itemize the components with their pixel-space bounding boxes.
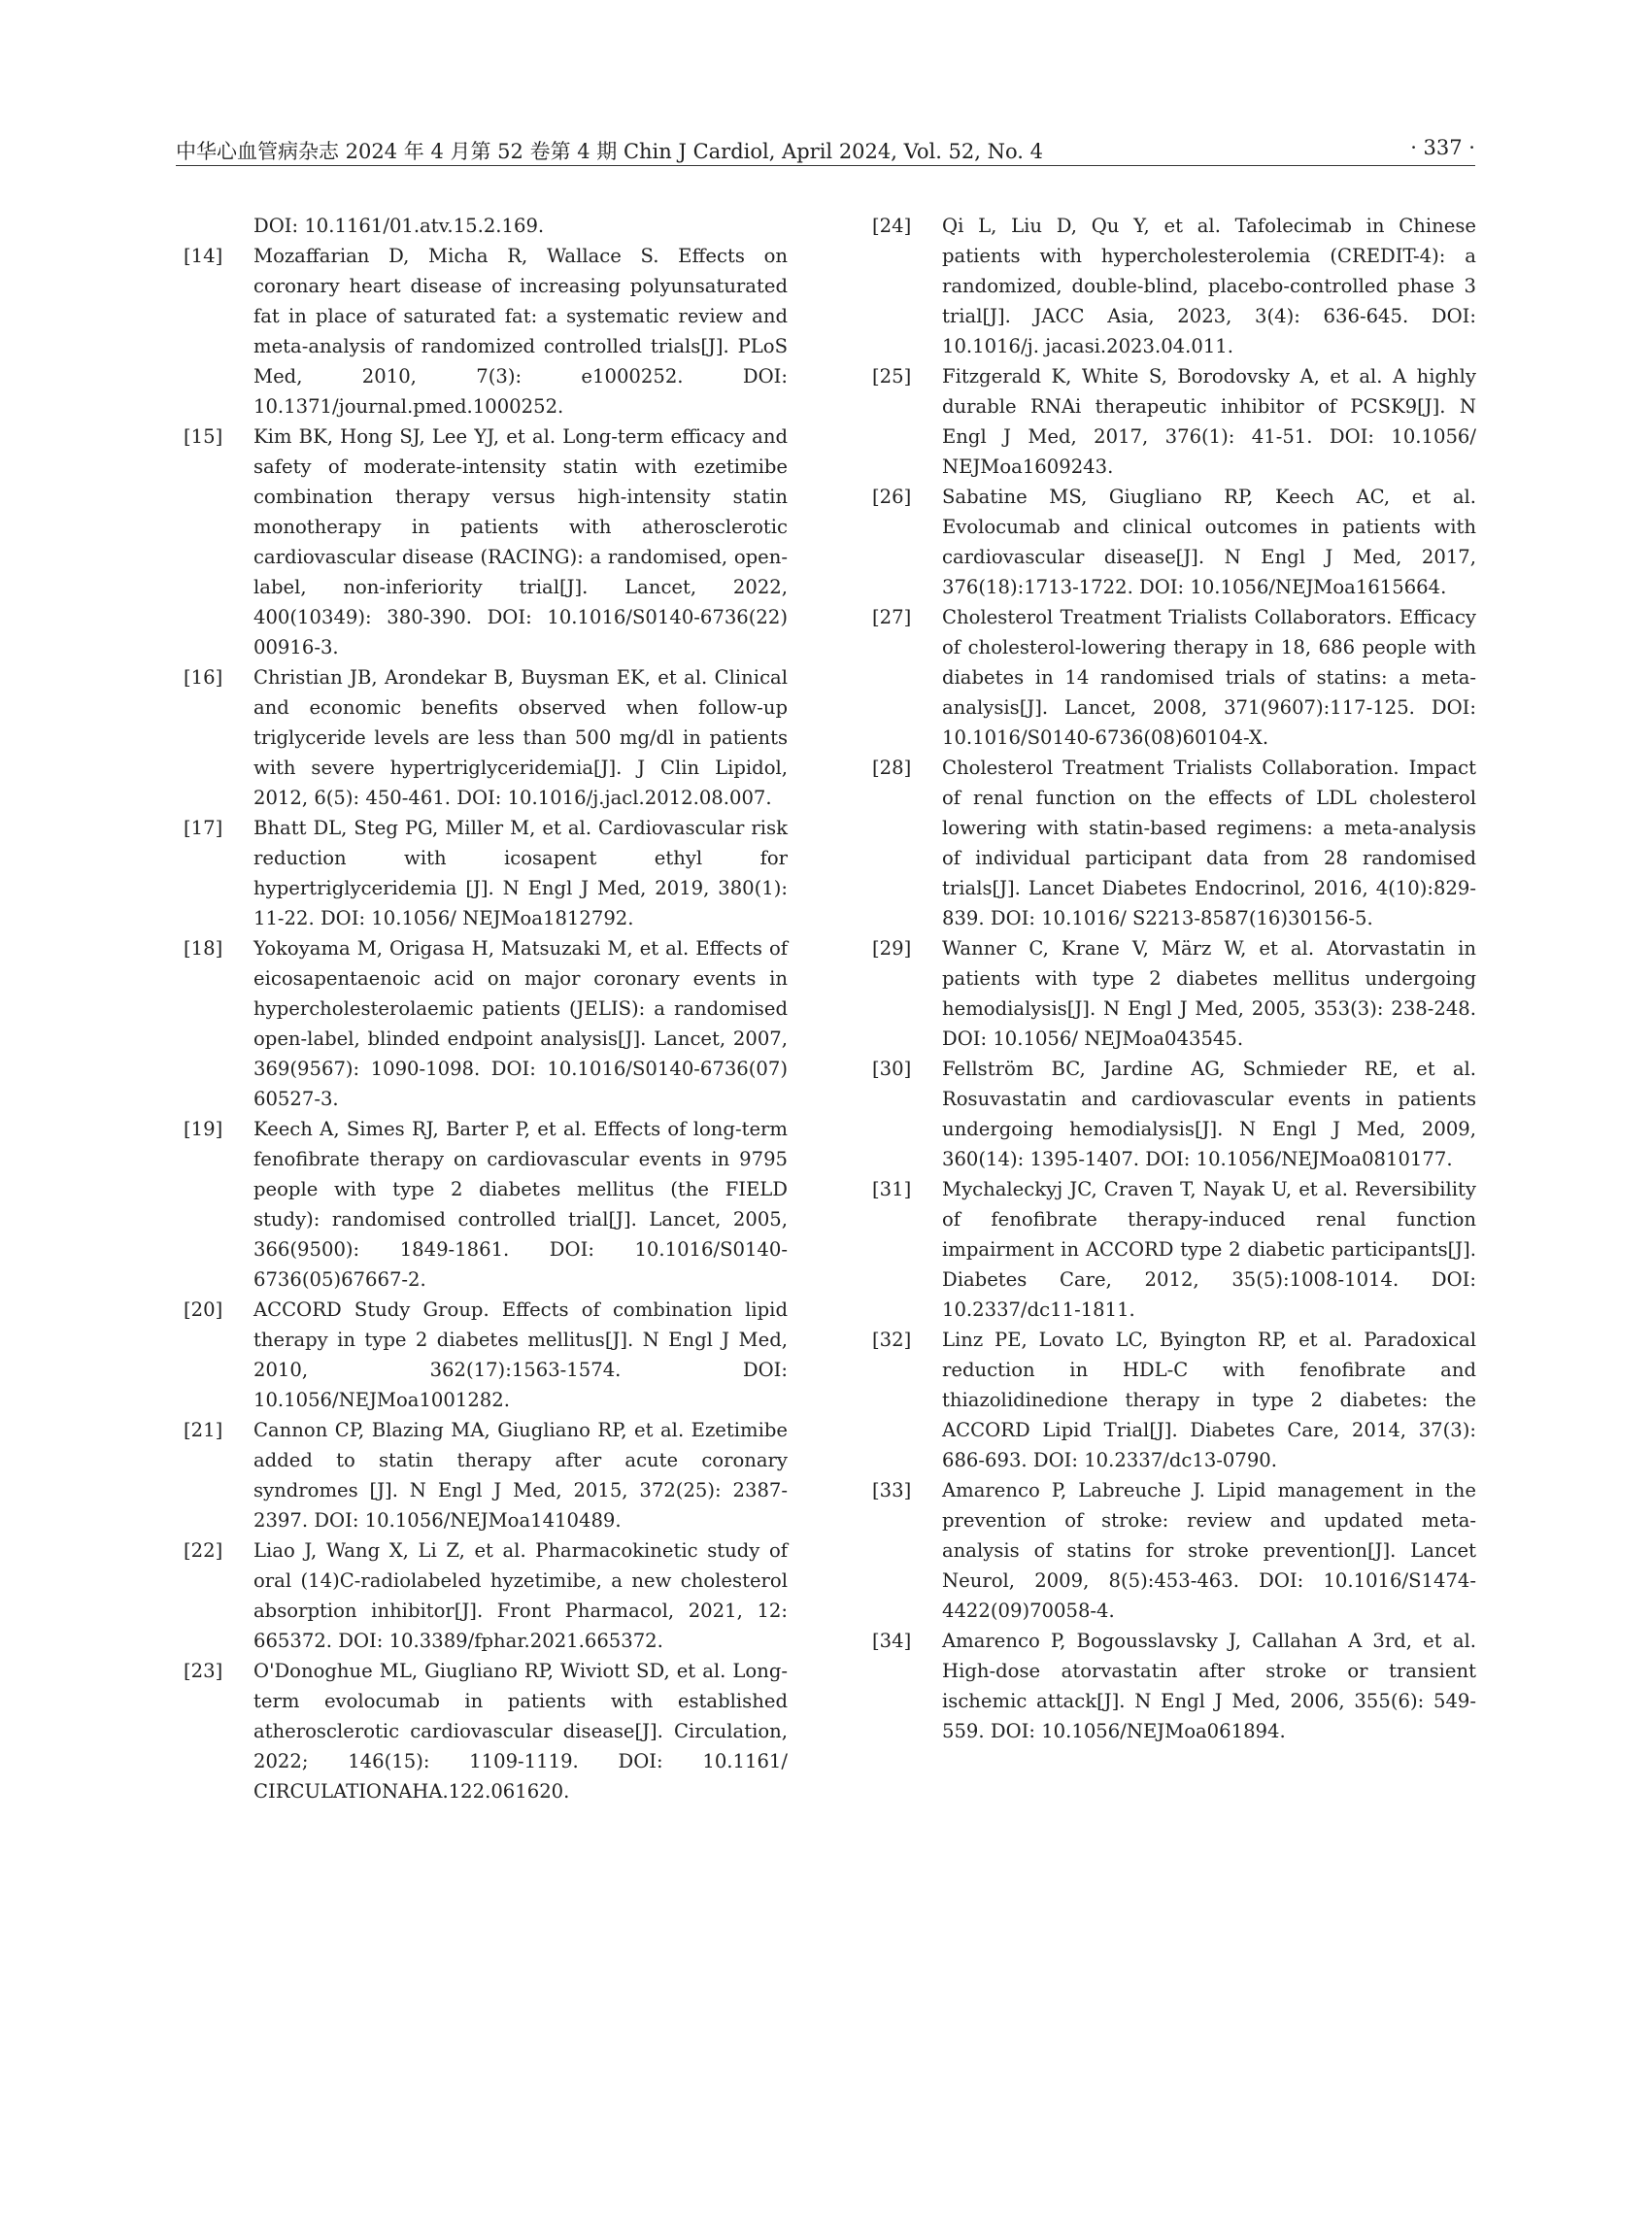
reference-entry (184, 211, 788, 241)
reference-entry (872, 211, 1476, 361)
reference-entry (872, 1174, 1476, 1325)
reference-number: [19] (184, 1118, 223, 1140)
reference-entry (872, 482, 1476, 602)
reference-entry (872, 361, 1476, 482)
journal-citation-header: 中华心血管病杂志 2024 年 4 月第 52 卷第 4 期 Chin J Cardiol, April 2024, Vol. 52, No. 4 (176, 140, 1043, 163)
reference-text: Fellström BC, Jardine AG, Schmieder RE, et al. Rosuvastatin and cardiovascular events in patients undergoing hemodialysis[J]. N Engl J Med, 2009, 360(14): 1395-1407. DOI: 10.1056/NEJMoa0810177. (942, 1058, 1476, 1170)
reference-list-right (872, 211, 1476, 1746)
reference-text: DOI: 10.1161/01.atv.15.2.169. (253, 215, 545, 237)
reference-text: Wanner C, Krane V, März W, et al. Atorvastatin in patients with type 2 diabetes mellitus undergoing hemodialysis[J]. N Engl J Med, 2005, 353(3): 238-248. DOI: 10.1056/ NEJMoa043545. (942, 937, 1476, 1050)
reference-entry (872, 1325, 1476, 1475)
reference-number: [20] (184, 1298, 223, 1321)
reference-text: Liao J, Wang X, Li Z, et al. Pharmacokinetic study of oral (14)C-radiolabeled hyzetimibe, a new cholesterol absorption inhibitor[J]. Front Pharmacol, 2021, 12: 665372. DOI: 10.3389/fphar.2021.665372. (253, 1539, 788, 1652)
reference-number: [28] (872, 757, 912, 779)
reference-text: Yokoyama M, Origasa H, Matsuzaki M, et al. Effects of eicosapentaenoic acid on major coronary events in hypercholesterolaemic patients (JELIS): a randomised open-label, blinded endpoint analysis[J]. Lancet, 2007, 369(9567): 1090-1098. DOI: 10.1016/S0140-6736(07) 60527-3. (253, 937, 788, 1110)
reference-entry (872, 1054, 1476, 1174)
reference-entry (184, 662, 788, 813)
reference-text: Amarenco P, Labreuche J. Lipid management in the prevention of stroke: review and updated meta-analysis of statins for stroke prevention[J]. Lancet Neurol, 2009, 8(5):453-463. DOI: 10.1016/S1474-4422(09)70058-4. (942, 1479, 1476, 1622)
reference-number: [14] (184, 245, 223, 267)
reference-text: Kim BK, Hong SJ, Lee YJ, et al. Long-term efficacy and safety of moderate-intensity statin with ezetimibe combination therapy versus high-intensity statin monotherapy in patients with atherosclerotic cardiovascular disease (RACING): a randomised, open-label, non-inferiority trial[J]. Lancet, 2022, 400(10349): 380-390. DOI: 10.1016/S0140-6736(22) 00916-3. (253, 425, 788, 658)
reference-entry (184, 1656, 788, 1806)
reference-entry (184, 1295, 788, 1415)
reference-text: Linz PE, Lovato LC, Byington RP, et al. Paradoxical reduction in HDL-C with fenofibrate and thiazolidinedione therapy in type 2 diabetes: the ACCORD Lipid Trial[J]. Diabetes Care, 2014, 37(3): 686-693. DOI: 10.2337/dc13-0790. (942, 1329, 1476, 1471)
reference-text: Cholesterol Treatment Trialists Collaborators. Efficacy of cholesterol-lowering therapy in 18, 686 people with diabetes in 14 randomised trials of statins: a meta-analysis[J]. Lancet, 2008, 371(9607):117-125. DOI: 10.1016/S0140-6736(08)60104-X. (942, 606, 1476, 749)
reference-number: [18] (184, 937, 223, 960)
reference-list-left (184, 211, 788, 1806)
reference-text: ACCORD Study Group. Effects of combination lipid therapy in type 2 diabetes mellitus[J]. N Engl J Med, 2010, 362(17):1563-1574. DOI: 10.1056/NEJMoa1001282. (253, 1298, 788, 1411)
reference-entry (872, 1626, 1476, 1746)
reference-entry (184, 1114, 788, 1295)
reference-number: [24] (872, 215, 912, 237)
reference-text: Amarenco P, Bogousslavsky J, Callahan A 3rd, et al. High-dose atorvastatin after stroke or transient ischemic attack[J]. N Engl J Med, 2006, 355(6): 549-559. DOI: 10.1056/NEJMoa061894. (942, 1630, 1476, 1742)
reference-number: [25] (872, 365, 912, 388)
reference-text: Mychaleckyj JC, Craven T, Nayak U, et al. Reversibility of fenofibrate therapy-induced renal function impairment in ACCORD type 2 diabetic participants[J]. Diabetes Care, 2012, 35(5):1008-1014. DOI: 10.2337/dc11-1811. (942, 1178, 1476, 1321)
reference-number: [34] (872, 1630, 912, 1652)
reference-number: [29] (872, 937, 912, 960)
reference-entry (872, 753, 1476, 933)
reference-entry (872, 1475, 1476, 1626)
reference-number: [15] (184, 425, 223, 448)
reference-text: Qi L, Liu D, Qu Y, et al. Tafolecimab in Chinese patients with hypercholesterolemia (CREDIT-4): a randomized, double-blind, placebo-controlled phase 3 trial[J]. JACC Asia, 2023, 3(4): 636-645. DOI: 10.1016/j. jacasi.2023.04.011. (942, 215, 1476, 357)
page-number: · 337 · (1410, 136, 1475, 159)
reference-number: [16] (184, 666, 223, 689)
reference-text: Bhatt DL, Steg PG, Miller M, et al. Cardiovascular risk reduction with icosapent ethyl for hypertriglyceridemia [J]. N Engl J Med, 2019, 380(1): 11-22. DOI: 10.1056/ NEJMoa1812792. (253, 817, 788, 929)
reference-number: [22] (184, 1539, 223, 1562)
reference-text: Cholesterol Treatment Trialists Collaboration. Impact of renal function on the effects of LDL cholesterol lowering with statin-based regimens: a meta-analysis of individual participant data from 28 randomised trials[J]. Lancet Diabetes Endocrinol, 2016, 4(10):829-839. DOI: 10.1016/ S2213-8587(16)30156-5. (942, 757, 1476, 929)
reference-entry (184, 933, 788, 1114)
reference-number: [27] (872, 606, 912, 628)
reference-number: [32] (872, 1329, 912, 1351)
reference-entry (184, 1535, 788, 1656)
reference-text: Christian JB, Arondekar B, Buysman EK, et al. Clinical and economic benefits observed when follow-up triglyceride levels are less than 500 mg/dl in patients with severe hypertriglyceridemia[J]. J Clin Lipidol, 2012, 6(5): 450-461. DOI: 10.1016/j.jacl.2012.08.007. (253, 666, 788, 809)
reference-entry (872, 933, 1476, 1054)
reference-entry (184, 421, 788, 662)
reference-number: [17] (184, 817, 223, 839)
reference-entry (872, 602, 1476, 753)
running-header (176, 132, 1475, 166)
reference-entry (184, 1415, 788, 1535)
reference-text: Sabatine MS, Giugliano RP, Keech AC, et al. Evolocumab and clinical outcomes in patients with cardiovascular disease[J]. N Engl J Med, 2017, 376(18):1713-1722. DOI: 10.1056/NEJMoa1615664. (942, 486, 1476, 598)
reference-number: [23] (184, 1660, 223, 1682)
reference-entry (184, 241, 788, 421)
reference-number: [33] (872, 1479, 912, 1501)
reference-text: Mozaffarian D, Micha R, Wallace S. Effects on coronary heart disease of increasing polyunsaturated fat in place of saturated fat: a systematic review and meta-analysis of randomized controlled trials[J]. PLoS Med, 2010, 7(3): e1000252. DOI: 10.1371/journal.pmed.1000252. (253, 245, 788, 418)
reference-text: Cannon CP, Blazing MA, Giugliano RP, et al. Ezetimibe added to statin therapy after acute coronary syndromes [J]. N Engl J Med, 2015, 372(25): 2387-2397. DOI: 10.1056/NEJMoa1410489. (253, 1419, 788, 1532)
reference-text: O'Donoghue ML, Giugliano RP, Wiviott SD, et al. Long-term evolocumab in patients with established atherosclerotic cardiovascular disease[J]. Circulation, 2022; 146(15): 1109-1119. DOI: 10.1161/ CIRCULATIONAHA.122.061620. (253, 1660, 788, 1803)
reference-text: Keech A, Simes RJ, Barter P, et al. Effects of long-term fenofibrate therapy on cardiovascular events in 9795 people with type 2 diabetes mellitus (the FIELD study): randomised controlled trial[J]. Lancet, 2005, 366(9500): 1849-1861. DOI: 10.1016/S0140-6736(05)67667-2. (253, 1118, 788, 1291)
reference-text: Fitzgerald K, White S, Borodovsky A, et al. A highly durable RNAi therapeutic inhibitor of PCSK9[J]. N Engl J Med, 2017, 376(1): 41-51. DOI: 10.1056/ NEJMoa1609243. (942, 365, 1476, 478)
reference-number: [30] (872, 1058, 912, 1080)
reference-number: [21] (184, 1419, 223, 1441)
reference-number: [31] (872, 1178, 912, 1200)
reference-number: [26] (872, 486, 912, 508)
reference-entry (184, 813, 788, 933)
